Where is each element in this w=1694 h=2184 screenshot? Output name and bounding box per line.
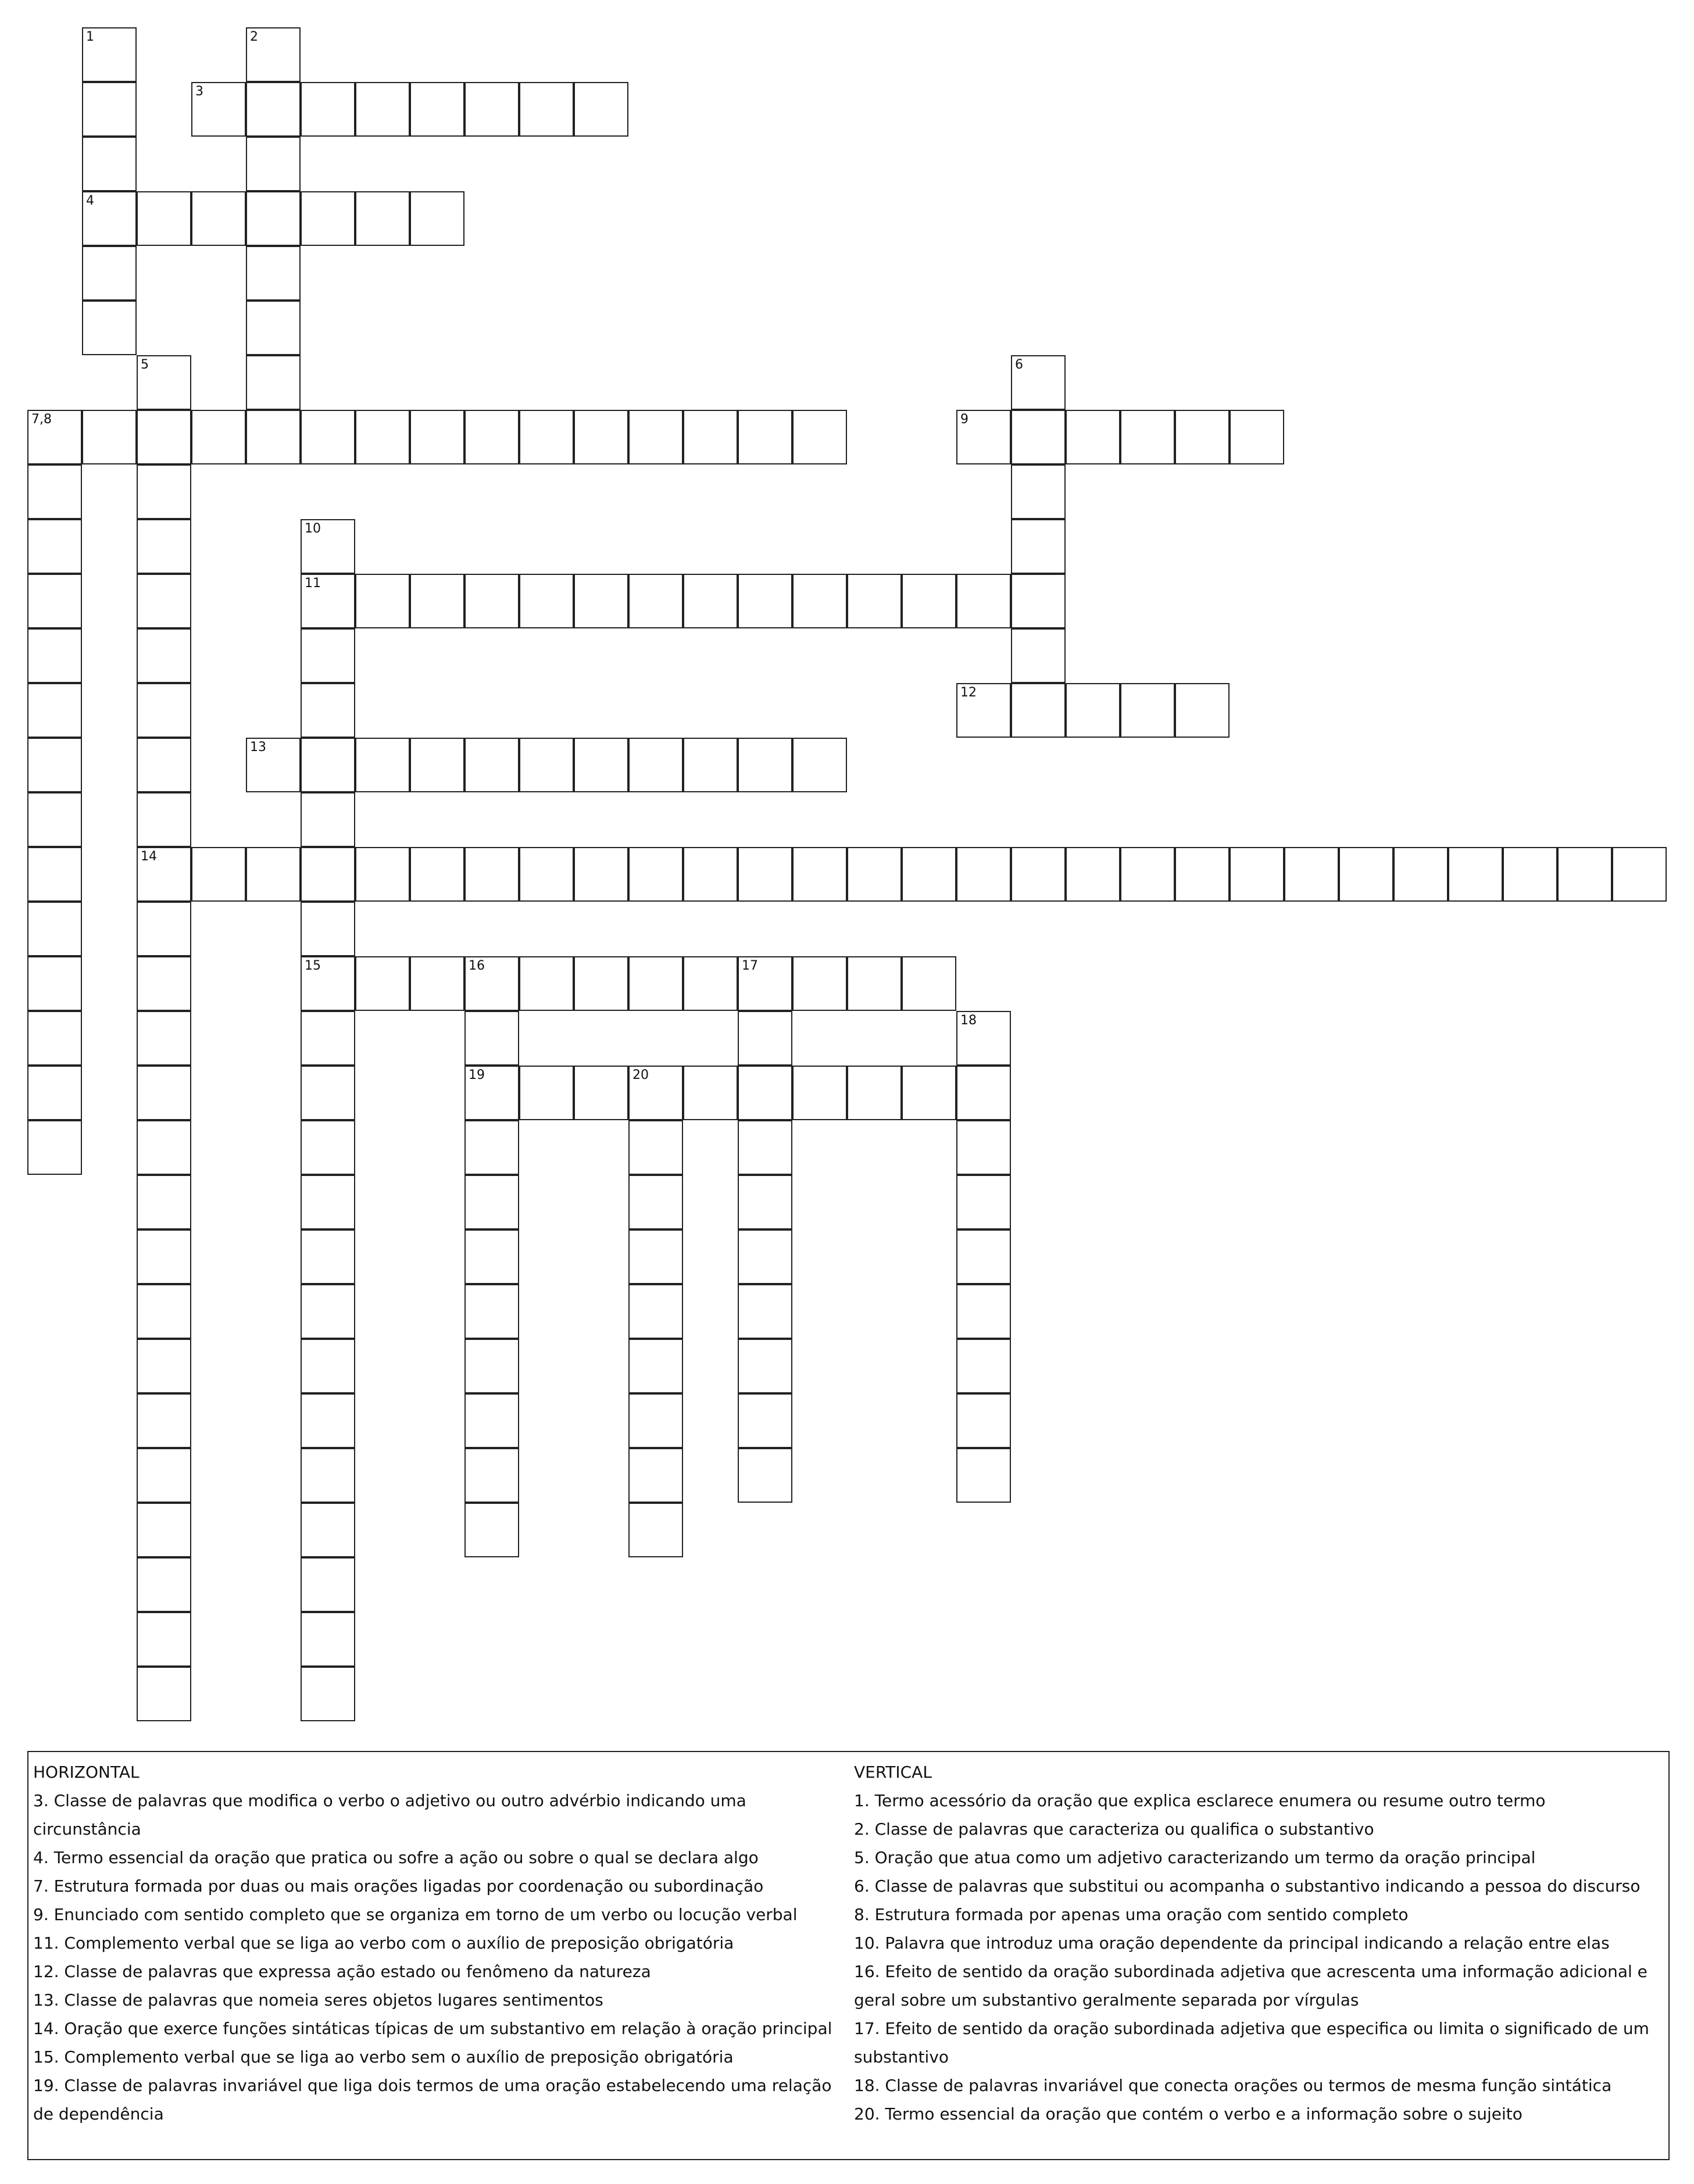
clues-box: [27, 1751, 1670, 2160]
grid-cell[interactable]: [464, 82, 519, 137]
grid-cell[interactable]: [1175, 683, 1230, 738]
grid-cell[interactable]: [82, 410, 137, 464]
grid-cell[interactable]: [847, 1066, 902, 1120]
grid-cell[interactable]: [137, 1667, 191, 1721]
grid-cell[interactable]: [738, 1120, 792, 1175]
clue-number: 10: [305, 521, 321, 536]
grid-cell[interactable]: [246, 246, 301, 301]
grid-cell[interactable]: [301, 1667, 355, 1721]
grid-cell[interactable]: [1284, 847, 1339, 902]
clue-horizontal: 19. Classe de palavras invariável que liga dois termos de uma oração estabelecendo uma relação de dependência: [33, 2076, 832, 2124]
grid-cell[interactable]: [683, 574, 738, 628]
grid-cell[interactable]: [1393, 847, 1448, 902]
grid-cell[interactable]: [902, 956, 956, 1011]
grid-cell[interactable]: [956, 1066, 1011, 1120]
clue-number: 9: [960, 412, 968, 427]
grid-cell[interactable]: [519, 956, 574, 1011]
grid-cell[interactable]: [355, 847, 410, 902]
grid-cell[interactable]: [628, 1066, 683, 1120]
grid-cell[interactable]: [519, 847, 574, 902]
vertical-clues: [854, 1758, 1665, 2128]
grid-cell[interactable]: [410, 410, 464, 464]
grid-cell[interactable]: [628, 956, 683, 1011]
grid-cell[interactable]: [464, 738, 519, 792]
grid-cell[interactable]: [628, 847, 683, 902]
grid-cell[interactable]: [519, 82, 574, 137]
grid-cell[interactable]: [301, 683, 355, 738]
grid-cell[interactable]: [464, 1284, 519, 1339]
grid-cell[interactable]: [410, 847, 464, 902]
clue-number: 17: [742, 959, 758, 973]
grid-cell[interactable]: [137, 355, 191, 410]
grid-cell[interactable]: [1120, 410, 1175, 464]
grid-cell[interactable]: [956, 1393, 1011, 1448]
grid-cell[interactable]: [301, 1612, 355, 1667]
grid-cell[interactable]: [137, 1612, 191, 1667]
grid-cell[interactable]: [27, 519, 82, 574]
grid-cell[interactable]: [355, 82, 410, 137]
grid-cell[interactable]: [738, 1448, 792, 1503]
clue-number: 5: [141, 358, 149, 372]
grid-cell[interactable]: [1175, 410, 1230, 464]
clue-number: 11: [305, 576, 321, 591]
grid-cell[interactable]: [1230, 410, 1284, 464]
grid-cell[interactable]: [246, 27, 301, 82]
grid-cell[interactable]: [410, 574, 464, 628]
grid-cell[interactable]: [27, 1011, 82, 1066]
grid-cell[interactable]: [628, 1339, 683, 1393]
grid-cell[interactable]: [738, 1393, 792, 1448]
grid-cell[interactable]: [191, 847, 246, 902]
grid-cell[interactable]: [1011, 683, 1066, 738]
grid-cell[interactable]: [683, 410, 738, 464]
grid-cell[interactable]: [301, 1503, 355, 1557]
grid-cell[interactable]: [738, 956, 792, 1011]
grid-cell[interactable]: [27, 902, 82, 956]
grid-cell[interactable]: [82, 27, 137, 82]
clue-number: 20: [632, 1068, 649, 1082]
grid-cell[interactable]: [574, 82, 628, 137]
clue-horizontal: 15. Complemento verbal que se liga ao verbo sem o auxílio de preposição obrigatória: [33, 2047, 734, 2067]
clue-vertical: 18. Classe de palavras invariável que conecta orações ou termos de mesma função sintática: [854, 2076, 1612, 2095]
grid-cell[interactable]: [464, 1120, 519, 1175]
grid-cell[interactable]: [847, 847, 902, 902]
clue-horizontal: 14. Oração que exerce funções sintáticas típicas de um substantivo em relação à oração principal: [33, 2019, 832, 2038]
horizontal-clues: [33, 1758, 844, 2128]
grid-cell[interactable]: [301, 628, 355, 683]
grid-cell[interactable]: [1011, 574, 1066, 628]
grid-cell[interactable]: [301, 191, 355, 246]
clue-number: 1: [86, 30, 94, 44]
grid-cell[interactable]: [82, 191, 137, 246]
grid-cell[interactable]: [1557, 847, 1612, 902]
clue-horizontal: 11. Complemento verbal que se liga ao verbo com o auxílio de preposição obrigatória: [33, 1933, 734, 1953]
grid-cell[interactable]: [628, 1503, 683, 1557]
grid-cell[interactable]: [410, 738, 464, 792]
grid-cell[interactable]: [301, 1448, 355, 1503]
grid-cell[interactable]: [792, 574, 847, 628]
clue-number: 15: [305, 959, 321, 973]
grid-cell[interactable]: [574, 574, 628, 628]
grid-cell[interactable]: [301, 1120, 355, 1175]
grid-cell[interactable]: [1011, 410, 1066, 464]
grid-cell[interactable]: [137, 191, 191, 246]
grid-cell[interactable]: [1503, 847, 1557, 902]
grid-cell[interactable]: [1230, 847, 1284, 902]
grid-cell[interactable]: [464, 410, 519, 464]
clue-horizontal: 7. Estrutura formada por duas ou mais orações ligadas por coordenação ou subordinação: [33, 1876, 764, 1896]
grid-cell[interactable]: [519, 410, 574, 464]
grid-cell[interactable]: [628, 1175, 683, 1229]
clue-horizontal: 3. Classe de palavras que modifica o verbo o adjetivo ou outro advérbio indicando uma circunstância: [33, 1791, 746, 1839]
grid-cell[interactable]: [301, 1284, 355, 1339]
grid-cell[interactable]: [1120, 683, 1175, 738]
grid-cell[interactable]: [1066, 847, 1120, 902]
grid-cell[interactable]: [464, 574, 519, 628]
grid-cell[interactable]: [301, 574, 355, 628]
vertical-heading: VERTICAL: [854, 1763, 932, 1782]
grid-cell[interactable]: [82, 301, 137, 355]
grid-cell[interactable]: [464, 847, 519, 902]
grid-cell[interactable]: [137, 1448, 191, 1503]
clue-vertical: 2. Classe de palavras que caracteriza ou qualifica o substantivo: [854, 1820, 1374, 1839]
grid-cell[interactable]: [792, 738, 847, 792]
grid-cell[interactable]: [956, 1120, 1011, 1175]
grid-cell[interactable]: [82, 246, 137, 301]
grid-cell[interactable]: [301, 792, 355, 847]
grid-cell[interactable]: [902, 847, 956, 902]
clue-number: 3: [195, 84, 203, 99]
grid-cell[interactable]: [574, 956, 628, 1011]
grid-cell[interactable]: [137, 1393, 191, 1448]
grid-cell[interactable]: [628, 738, 683, 792]
clue-vertical: 1. Termo acessório da oração que explica esclarece enumera ou resume outro termo: [854, 1791, 1546, 1810]
clue-number: 7,8: [31, 412, 52, 427]
grid-cell[interactable]: [956, 410, 1011, 464]
grid-cell[interactable]: [137, 738, 191, 792]
clue-horizontal: 4. Termo essencial da oração que pratica ou sofre a ação ou sobre o qual se declara algo: [33, 1848, 759, 1867]
grid-cell[interactable]: [191, 82, 246, 137]
grid-cell[interactable]: [956, 1175, 1011, 1229]
grid-cell[interactable]: [519, 574, 574, 628]
grid-cell[interactable]: [574, 1066, 628, 1120]
grid-cell[interactable]: [301, 847, 355, 902]
grid-cell[interactable]: [1120, 847, 1175, 902]
grid-cell[interactable]: [519, 738, 574, 792]
grid-cell[interactable]: [27, 1120, 82, 1175]
grid-cell[interactable]: [355, 410, 410, 464]
grid-cell[interactable]: [1011, 628, 1066, 683]
grid-cell[interactable]: [355, 574, 410, 628]
grid-cell[interactable]: [628, 1393, 683, 1448]
grid-cell[interactable]: [301, 82, 355, 137]
grid-cell[interactable]: [137, 902, 191, 956]
grid-cell[interactable]: [628, 1120, 683, 1175]
grid-cell[interactable]: [628, 1284, 683, 1339]
clue-number: 4: [86, 194, 94, 208]
grid-cell[interactable]: [137, 464, 191, 519]
grid-cell[interactable]: [301, 738, 355, 792]
grid-cell[interactable]: [1011, 355, 1066, 410]
grid-cell[interactable]: [27, 792, 82, 847]
grid-cell[interactable]: [738, 738, 792, 792]
grid-cell[interactable]: [355, 191, 410, 246]
grid-cell[interactable]: [628, 574, 683, 628]
grid-cell[interactable]: [738, 1011, 792, 1066]
grid-cell[interactable]: [27, 683, 82, 738]
clue-horizontal: 13. Classe de palavras que nomeia seres objetos lugares sentimentos: [33, 1990, 603, 2010]
grid-cell[interactable]: [301, 956, 355, 1011]
grid-cell[interactable]: [464, 1503, 519, 1557]
grid-cell[interactable]: [137, 1011, 191, 1066]
grid-cell[interactable]: [574, 847, 628, 902]
grid-cell[interactable]: [137, 1175, 191, 1229]
clue-vertical: 6. Classe de palavras que substitui ou acompanha o substantivo indicando a pessoa do discurso: [854, 1876, 1641, 1896]
grid-cell[interactable]: [1612, 847, 1667, 902]
grid-cell[interactable]: [738, 410, 792, 464]
grid-cell[interactable]: [1011, 464, 1066, 519]
grid-cell[interactable]: [137, 847, 191, 902]
grid-cell[interactable]: [1011, 519, 1066, 574]
grid-cell[interactable]: [410, 191, 464, 246]
grid-cell[interactable]: [847, 574, 902, 628]
clue-number: 18: [960, 1013, 977, 1028]
grid-cell[interactable]: [137, 1284, 191, 1339]
grid-cell[interactable]: [137, 1503, 191, 1557]
grid-cell[interactable]: [355, 956, 410, 1011]
grid-cell[interactable]: [738, 1284, 792, 1339]
clue-vertical: 8. Estrutura formada por apenas uma oração com sentido completo: [854, 1905, 1409, 1924]
grid-cell[interactable]: [1448, 847, 1503, 902]
grid-cell[interactable]: [464, 1175, 519, 1229]
grid-cell[interactable]: [574, 410, 628, 464]
grid-cell[interactable]: [246, 301, 301, 355]
grid-cell[interactable]: [27, 956, 82, 1011]
grid-cell[interactable]: [301, 902, 355, 956]
clue-number: 19: [469, 1068, 485, 1082]
grid-cell[interactable]: [246, 847, 301, 902]
grid-cell[interactable]: [902, 574, 956, 628]
grid-cell[interactable]: [956, 1229, 1011, 1284]
grid-cell[interactable]: [355, 738, 410, 792]
grid-cell[interactable]: [956, 1339, 1011, 1393]
grid-cell[interactable]: [464, 1393, 519, 1448]
clue-number: 2: [250, 30, 258, 44]
grid-cell[interactable]: [464, 1448, 519, 1503]
grid-cell[interactable]: [792, 410, 847, 464]
grid-cell[interactable]: [137, 574, 191, 628]
grid-cell[interactable]: [137, 519, 191, 574]
grid-cell[interactable]: [956, 574, 1011, 628]
grid-cell[interactable]: [902, 1066, 956, 1120]
grid-cell[interactable]: [738, 1175, 792, 1229]
grid-cell[interactable]: [27, 628, 82, 683]
grid-cell[interactable]: [738, 574, 792, 628]
clue-vertical: 20. Termo essencial da oração que contém o verbo e a informação sobre o sujeito: [854, 2104, 1523, 2124]
grid-cell[interactable]: [246, 355, 301, 410]
grid-cell[interactable]: [738, 1339, 792, 1393]
grid-cell[interactable]: [956, 1448, 1011, 1503]
grid-cell[interactable]: [792, 1066, 847, 1120]
clue-horizontal: 12. Classe de palavras que expressa ação estado ou fenômeno da natureza: [33, 1962, 651, 1981]
grid-cell[interactable]: [738, 1066, 792, 1120]
grid-cell[interactable]: [82, 82, 137, 137]
clue-number: 6: [1015, 358, 1023, 372]
grid-cell[interactable]: [464, 1339, 519, 1393]
grid-cell[interactable]: [246, 82, 301, 137]
grid-cell[interactable]: [137, 1557, 191, 1612]
grid-cell[interactable]: [464, 1229, 519, 1284]
grid-cell[interactable]: [792, 847, 847, 902]
grid-cell[interactable]: [683, 956, 738, 1011]
grid-cell[interactable]: [628, 1448, 683, 1503]
grid-cell[interactable]: [137, 628, 191, 683]
grid-cell[interactable]: [1175, 847, 1230, 902]
grid-cell[interactable]: [1339, 847, 1393, 902]
grid-cell[interactable]: [246, 738, 301, 792]
grid-cell[interactable]: [1066, 683, 1120, 738]
grid-cell[interactable]: [246, 410, 301, 464]
clue-vertical: 10. Palavra que introduz uma oração dependente da principal indicando a relação entre elas: [854, 1933, 1610, 1953]
grid-cell[interactable]: [27, 464, 82, 519]
grid-cell[interactable]: [27, 410, 82, 464]
grid-cell[interactable]: [956, 847, 1011, 902]
grid-cell[interactable]: [847, 956, 902, 1011]
grid-cell[interactable]: [464, 956, 519, 1011]
grid-cell[interactable]: [27, 1066, 82, 1120]
grid-cell[interactable]: [410, 956, 464, 1011]
grid-cell[interactable]: [574, 738, 628, 792]
clue-number: 14: [141, 849, 157, 864]
grid-cell[interactable]: [410, 82, 464, 137]
grid-cell[interactable]: [519, 1066, 574, 1120]
grid-cell[interactable]: [738, 1229, 792, 1284]
grid-cell[interactable]: [956, 1284, 1011, 1339]
grid-cell[interactable]: [464, 1011, 519, 1066]
grid-cell[interactable]: [191, 191, 246, 246]
grid-cell[interactable]: [27, 847, 82, 902]
grid-cell[interactable]: [301, 1011, 355, 1066]
grid-cell[interactable]: [137, 1229, 191, 1284]
grid-cell[interactable]: [27, 738, 82, 792]
grid-cell[interactable]: [464, 1066, 519, 1120]
grid-cell[interactable]: [1066, 410, 1120, 464]
clue-vertical: 17. Efeito de sentido da oração subordinada adjetiva que especifica ou limita o significado de um substantivo: [854, 2019, 1649, 2067]
grid-cell[interactable]: [956, 683, 1011, 738]
grid-cell[interactable]: [1011, 847, 1066, 902]
grid-cell[interactable]: [683, 1066, 738, 1120]
grid-cell[interactable]: [301, 1393, 355, 1448]
clue-number: 13: [250, 740, 266, 755]
grid-cell[interactable]: [137, 1120, 191, 1175]
grid-cell[interactable]: [301, 1339, 355, 1393]
clue-number: 12: [960, 685, 977, 700]
grid-cell[interactable]: [301, 1175, 355, 1229]
clue-horizontal: 9. Enunciado com sentido completo que se organiza em torno de um verbo ou locução verbal: [33, 1905, 798, 1924]
grid-cell[interactable]: [137, 956, 191, 1011]
grid-cell[interactable]: [301, 1557, 355, 1612]
clue-vertical: 16. Efeito de sentido da oração subordinada adjetiva que acrescenta uma informação adicional e geral sobre um substantivo geralmente separada por vírgulas: [854, 1962, 1647, 2010]
grid-cell[interactable]: [137, 683, 191, 738]
grid-cell[interactable]: [246, 137, 301, 191]
clue-number: 16: [469, 959, 485, 973]
grid-cell[interactable]: [301, 519, 355, 574]
grid-cell[interactable]: [246, 191, 301, 246]
grid-cell[interactable]: [738, 847, 792, 902]
grid-cell[interactable]: [301, 1066, 355, 1120]
grid-cell[interactable]: [301, 1229, 355, 1284]
grid-cell[interactable]: [956, 1011, 1011, 1066]
grid-cell[interactable]: [683, 847, 738, 902]
grid-cell[interactable]: [792, 956, 847, 1011]
grid-cell[interactable]: [82, 137, 137, 191]
grid-cell[interactable]: [137, 1339, 191, 1393]
grid-cell[interactable]: [137, 792, 191, 847]
grid-cell[interactable]: [137, 1066, 191, 1120]
grid-cell[interactable]: [137, 410, 191, 464]
grid-cell[interactable]: [301, 410, 355, 464]
grid-cell[interactable]: [628, 1229, 683, 1284]
horizontal-heading: HORIZONTAL: [33, 1763, 140, 1782]
grid-cell[interactable]: [628, 410, 683, 464]
grid-cell[interactable]: [27, 574, 82, 628]
grid-cell[interactable]: [683, 738, 738, 792]
clue-vertical: 5. Oração que atua como um adjetivo caracterizando um termo da oração principal: [854, 1848, 1536, 1867]
grid-cell[interactable]: [191, 410, 246, 464]
